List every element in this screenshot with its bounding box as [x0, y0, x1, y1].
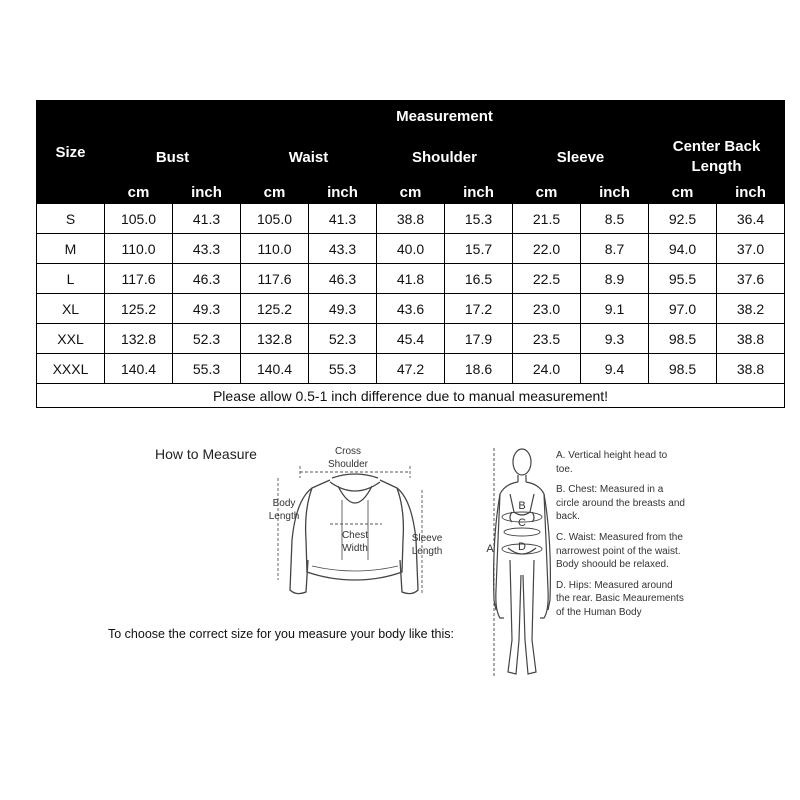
unit-header: inch	[717, 182, 785, 204]
value-cell: 9.1	[581, 294, 649, 324]
size-cell: XL	[37, 294, 105, 324]
value-cell: 17.9	[445, 324, 513, 354]
size-cell: L	[37, 264, 105, 294]
value-cell: 37.6	[717, 264, 785, 294]
value-cell: 55.3	[173, 354, 241, 384]
unit-header: inch	[445, 182, 513, 204]
value-cell: 41.3	[173, 204, 241, 234]
value-cell: 98.5	[649, 324, 717, 354]
body-letter-c: C	[518, 517, 526, 529]
value-cell: 94.0	[649, 234, 717, 264]
cross-shoulder-label	[326, 445, 370, 471]
unit-header: inch	[581, 182, 649, 204]
value-cell: 95.5	[649, 264, 717, 294]
chest-width-label-line: Width	[342, 543, 368, 554]
value-cell: 15.7	[445, 234, 513, 264]
measurement-notes	[556, 449, 686, 627]
value-cell: 45.4	[377, 324, 445, 354]
value-cell: 43.3	[309, 234, 377, 264]
value-cell: 110.0	[241, 234, 309, 264]
value-cell: 55.3	[309, 354, 377, 384]
value-cell: 52.3	[309, 324, 377, 354]
value-cell: 92.5	[649, 204, 717, 234]
sleeve-length-label-line: Length	[411, 546, 443, 557]
value-cell: 41.8	[377, 264, 445, 294]
value-cell: 117.6	[241, 264, 309, 294]
value-cell: 8.9	[581, 264, 649, 294]
body-letter-a: A	[486, 543, 494, 555]
measurement-note: Please allow 0.5-1 inch difference due to manual measurement!	[37, 384, 785, 408]
size-cell: M	[37, 234, 105, 264]
unit-header: cm	[649, 182, 717, 204]
value-cell: 8.5	[581, 204, 649, 234]
value-cell: 23.5	[513, 324, 581, 354]
value-cell: 132.8	[241, 324, 309, 354]
body-letter-b: B	[518, 500, 526, 512]
value-cell: 43.3	[173, 234, 241, 264]
value-cell: 38.2	[717, 294, 785, 324]
value-cell: 125.2	[105, 294, 173, 324]
unit-header: cm	[241, 182, 309, 204]
group-header-center-back-length: Center Back Length	[649, 133, 785, 182]
size-cell: S	[37, 204, 105, 234]
size-cell: XXXL	[37, 354, 105, 384]
value-cell: 24.0	[513, 354, 581, 384]
value-cell: 49.3	[309, 294, 377, 324]
chest-width-label-line: Chest	[341, 530, 369, 541]
size-column-header: Size	[37, 101, 105, 204]
value-cell: 132.8	[105, 324, 173, 354]
value-cell: 17.2	[445, 294, 513, 324]
value-cell: 140.4	[105, 354, 173, 384]
value-cell: 105.0	[241, 204, 309, 234]
group-header-bust: Bust	[105, 133, 241, 182]
group-header-waist: Waist	[241, 133, 377, 182]
body-figure	[494, 449, 551, 674]
value-cell: 117.6	[105, 264, 173, 294]
value-cell: 23.0	[513, 294, 581, 324]
value-cell: 16.5	[445, 264, 513, 294]
value-cell: 49.3	[173, 294, 241, 324]
note-c: C. Waist: Measured from the narrowest point of the waist. Body shoould be relaxed.	[556, 531, 683, 571]
value-cell: 22.0	[513, 234, 581, 264]
value-cell: 36.4	[717, 204, 785, 234]
measurement-header: Measurement	[105, 101, 785, 133]
sleeve-length-label-line: Sleeve	[411, 533, 443, 544]
unit-header: cm	[377, 182, 445, 204]
note-b: B. Chest: Measured in a circle around the breasts and back.	[556, 484, 685, 523]
chest-width-label	[334, 529, 376, 555]
value-cell: 97.0	[649, 294, 717, 324]
unit-header: inch	[173, 182, 241, 204]
value-cell: 9.3	[581, 324, 649, 354]
note-a: A. Vertical height head to toe.	[556, 450, 668, 475]
value-cell: 9.4	[581, 354, 649, 384]
body-length-label-line: Length	[268, 511, 300, 522]
body-length-label	[262, 497, 306, 523]
body-length-label-line: Body	[272, 498, 296, 509]
sleeve-length-label	[404, 532, 450, 558]
cross-shoulder-label-line: Cross	[334, 446, 362, 457]
group-header-sleeve: Sleeve	[513, 133, 649, 182]
value-cell: 37.0	[717, 234, 785, 264]
value-cell: 105.0	[105, 204, 173, 234]
body-letter-d: D	[518, 541, 526, 553]
value-cell: 8.7	[581, 234, 649, 264]
value-cell: 46.3	[309, 264, 377, 294]
value-cell: 46.3	[173, 264, 241, 294]
value-cell: 52.3	[173, 324, 241, 354]
unit-header: inch	[309, 182, 377, 204]
value-cell: 98.5	[649, 354, 717, 384]
value-cell: 43.6	[377, 294, 445, 324]
note-d: D. Hips: Measured around the rear. Basic Meaurements of the Human Body	[556, 579, 684, 618]
value-cell: 38.8	[717, 324, 785, 354]
choose-size-instruction: To choose the correct size for you measure your body like this:	[108, 627, 454, 641]
value-cell: 38.8	[717, 354, 785, 384]
value-cell: 21.5	[513, 204, 581, 234]
value-cell: 22.5	[513, 264, 581, 294]
how-to-measure-title: How to Measure	[155, 446, 257, 462]
unit-header: cm	[105, 182, 173, 204]
group-header-shoulder: Shoulder	[377, 133, 513, 182]
value-cell: 41.3	[309, 204, 377, 234]
value-cell: 18.6	[445, 354, 513, 384]
value-cell: 110.0	[105, 234, 173, 264]
size-cell: XXL	[37, 324, 105, 354]
value-cell: 40.0	[377, 234, 445, 264]
value-cell: 140.4	[241, 354, 309, 384]
value-cell: 47.2	[377, 354, 445, 384]
value-cell: 38.8	[377, 204, 445, 234]
unit-header: cm	[513, 182, 581, 204]
value-cell: 125.2	[241, 294, 309, 324]
value-cell: 15.3	[445, 204, 513, 234]
cross-shoulder-label-line: Shoulder	[327, 459, 369, 470]
